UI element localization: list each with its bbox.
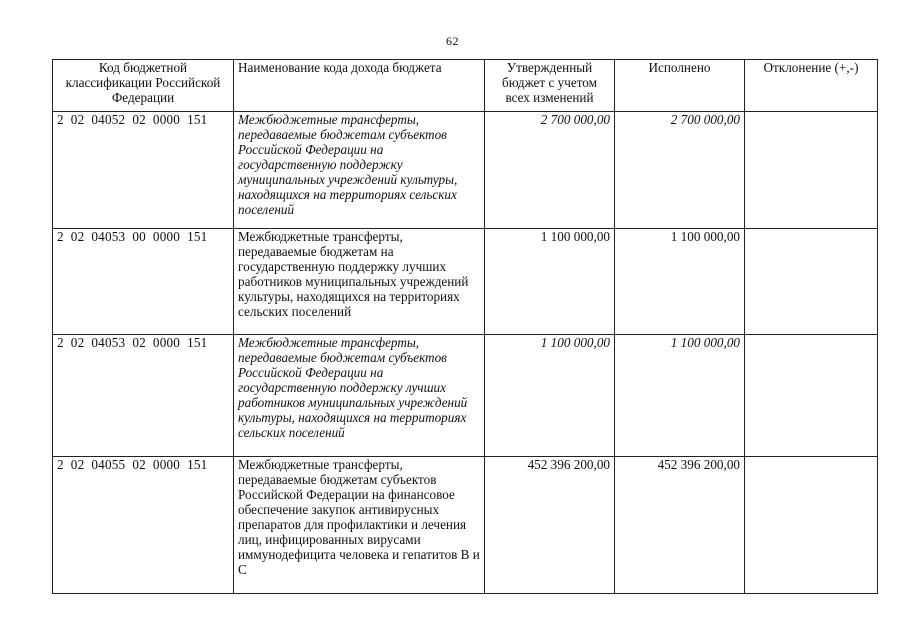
table-row	[53, 229, 878, 335]
row-code: 2 02 04053 00 0000 151	[53, 229, 234, 335]
row-approved: 1 100 000,00	[485, 229, 615, 335]
row-deviation	[745, 335, 878, 457]
row-deviation	[745, 457, 878, 594]
row-deviation	[745, 112, 878, 229]
header-name: Наименование кода дохода бюджета	[234, 60, 485, 112]
table-row	[53, 335, 878, 457]
table-row	[53, 457, 878, 594]
header-approved: Утвержденный бюджет с учетом всех изменений	[485, 60, 615, 112]
row-name: Межбюджетные трансферты, передаваемые бюджетам субъектов Российской Федерации на государственную поддержку муниципальных учреждений культуры, находящихся на территориях сельских поселений	[234, 112, 485, 229]
row-approved: 2 700 000,00	[485, 112, 615, 229]
row-executed: 1 100 000,00	[615, 335, 745, 457]
row-executed: 2 700 000,00	[615, 112, 745, 229]
row-approved: 1 100 000,00	[485, 335, 615, 457]
row-code: 2 02 04052 02 0000 151	[53, 112, 234, 229]
page-number: 62	[446, 34, 459, 48]
row-approved: 452 396 200,00	[485, 457, 615, 594]
row-name: Межбюджетные трансферты, передаваемые бюджетам на государственную поддержку лучших работников муниципальных учреждений культуры, находящихся на территориях сельских поселений	[234, 229, 485, 335]
header-code: Код бюджетной классификации Российской Федерации	[53, 60, 234, 112]
row-name: Межбюджетные трансферты, передаваемые бюджетам субъектов Российской Федерации на финансовое обеспечение закупок антивирусных препаратов для профилактики и лечения лиц, инфицированных вирусами иммунодефицита человека и гепатитов В и С	[234, 457, 485, 594]
header-executed: Исполнено	[615, 60, 745, 112]
header-deviation: Отклонение (+,-)	[745, 60, 878, 112]
row-code: 2 02 04055 02 0000 151	[53, 457, 234, 594]
row-executed: 452 396 200,00	[615, 457, 745, 594]
budget-revenue-table	[52, 59, 878, 594]
table-row	[53, 112, 878, 229]
table-header-row	[53, 60, 878, 112]
row-name: Межбюджетные трансферты, передаваемые бюджетам субъектов Российской Федерации на государственную поддержку лучших работников муниципальных учреждений культуры, находящихся на территориях сельских поселений	[234, 335, 485, 457]
row-code: 2 02 04053 02 0000 151	[53, 335, 234, 457]
row-executed: 1 100 000,00	[615, 229, 745, 335]
row-deviation	[745, 229, 878, 335]
